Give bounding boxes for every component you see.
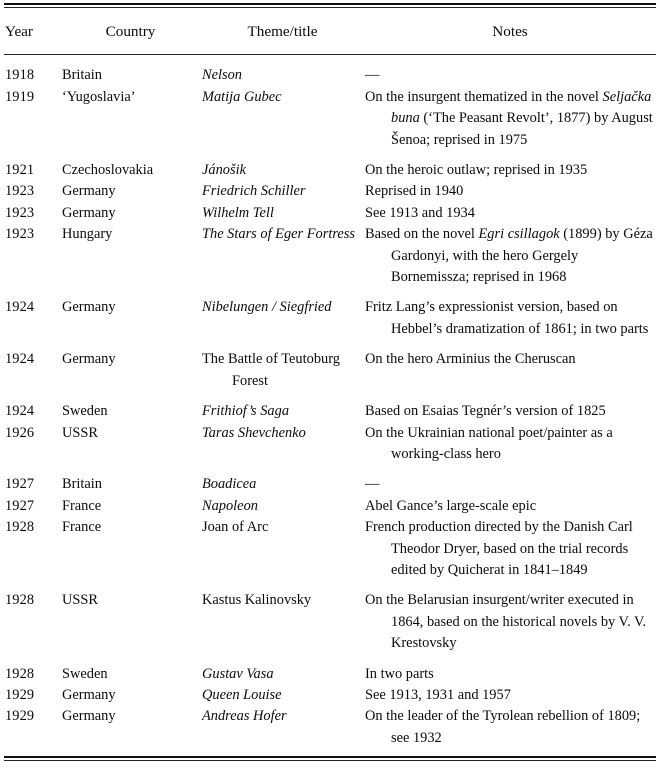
historical-films-table-body (4, 55, 656, 749)
table-row (4, 685, 656, 706)
row-group-spacer (4, 288, 656, 297)
notes-text: Reprised in 1940 (365, 183, 464, 200)
cell-theme (201, 203, 364, 224)
theme-text: Gustav Vasa (202, 665, 274, 682)
cell-theme (201, 423, 364, 466)
cell-theme (201, 65, 364, 86)
table-row (4, 224, 656, 288)
table-row (4, 401, 656, 422)
table-row (4, 160, 656, 181)
cell-year: 1928 (5, 665, 35, 682)
cell-year: 1923 (5, 204, 35, 221)
cell-country: Germany (62, 204, 116, 221)
cell-year: 1927 (5, 497, 35, 514)
table-row (4, 474, 656, 495)
column-header-year: Year (5, 23, 33, 40)
cell-notes (364, 65, 656, 86)
notes-text: Fritz Lang’s expressionist version, based on Hebbel’s dramatization of 1861; in two parts (365, 299, 649, 337)
row-group-spacer (4, 581, 656, 590)
cell-year: 1927 (5, 476, 35, 493)
table-row (4, 65, 656, 86)
table-row (4, 423, 656, 466)
theme-text: Wilhelm Tell (202, 204, 274, 221)
cell-notes (364, 87, 656, 151)
cell-notes (364, 349, 656, 392)
cell-year: 1923 (5, 226, 35, 243)
theme-text: Boadicea (202, 476, 257, 493)
cell-notes (364, 423, 656, 466)
notes-text: French production directed by the Danish Carl Theodor Dryer, based on the trial records edited by Quicherat in 1841–1849 (365, 519, 633, 578)
cell-theme (201, 685, 364, 706)
notes-text: — (365, 476, 380, 493)
cell-country: Germany (62, 708, 116, 725)
notes-text: On the Belarusian insurgent/writer executed in 1864, based on the historical novels by V. V. Krestovsky (365, 592, 647, 652)
cell-country: Britain (62, 476, 102, 493)
theme-text: The Battle of Teutoburg Forest (202, 351, 340, 389)
cell-year: 1926 (5, 424, 35, 441)
row-group-spacer (4, 465, 656, 474)
notes-text: On the Ukrainian national poet/painter as a working-class hero (365, 424, 613, 462)
cell-theme (201, 517, 364, 581)
cell-country: Sweden (62, 665, 108, 682)
cell-theme (201, 496, 364, 517)
table-row (4, 496, 656, 517)
cell-year: 1924 (5, 299, 35, 316)
cell-year: 1923 (5, 183, 35, 200)
theme-text: Frithiof’s Saga (202, 403, 290, 420)
cell-country: Germany (62, 686, 116, 703)
cell-year: 1924 (5, 403, 35, 420)
cell-theme (201, 349, 364, 392)
notes-text: Based on Esaias Tegnér’s version of 1825 (365, 403, 606, 420)
table-row (4, 706, 656, 749)
notes-text: — (365, 67, 380, 84)
row-group-spacer (4, 655, 656, 664)
cell-year: 1929 (5, 708, 35, 725)
cell-year: 1928 (5, 592, 35, 609)
table-row (4, 517, 656, 581)
theme-text: Friedrich Schiller (202, 183, 306, 200)
cell-notes (364, 517, 656, 581)
table-row (4, 664, 656, 685)
cell-country: Hungary (62, 226, 113, 243)
cell-theme (201, 590, 364, 654)
cell-theme (201, 474, 364, 495)
table-row (4, 590, 656, 654)
historical-films-table-container (0, 3, 660, 767)
table-row (4, 181, 656, 202)
cell-notes (364, 685, 656, 706)
cell-theme (201, 664, 364, 685)
cell-theme (201, 401, 364, 422)
cell-year: 1924 (5, 351, 35, 368)
notes-text: See 1913, 1931 and 1957 (365, 686, 511, 703)
cell-theme (201, 224, 364, 288)
table-bottom-double-rule (4, 756, 656, 761)
column-header-theme: Theme/title (247, 23, 318, 40)
cell-theme (201, 706, 364, 749)
head-spacer-bottom-row (4, 42, 656, 54)
cell-country: ‘Yugoslavia’ (62, 88, 136, 105)
cell-year: 1918 (5, 67, 35, 84)
table-head (4, 8, 656, 54)
body-spacer-top-row (4, 55, 656, 65)
table-row (4, 349, 656, 392)
cell-notes (364, 590, 656, 654)
cell-country: USSR (62, 424, 98, 441)
theme-text: Jánošik (202, 162, 246, 179)
cell-country: Sweden (62, 403, 108, 420)
cell-notes (364, 474, 656, 495)
table-row (4, 203, 656, 224)
notes-text: Based on the novel Egri csillagok (1899) by Géza Gardonyi, with the hero Gergely Bornemissza; reprised in 1968 (365, 226, 653, 286)
cell-country: Britain (62, 67, 102, 84)
table-header-row (4, 21, 656, 42)
notes-text: On the hero Arminius the Cheruscan (365, 351, 576, 368)
cell-country: Czechoslovakia (62, 162, 154, 179)
notes-text: In two parts (365, 665, 434, 682)
cell-year: 1919 (5, 88, 35, 105)
bottom-rule-thin (4, 760, 656, 761)
theme-text: Queen Louise (202, 686, 282, 703)
theme-text: Nelson (202, 67, 242, 84)
row-group-spacer (4, 392, 656, 401)
cell-notes (364, 401, 656, 422)
theme-text: Andreas Hofer (202, 708, 287, 725)
cell-theme (201, 160, 364, 181)
historical-films-table (4, 8, 656, 54)
cell-year: 1929 (5, 686, 35, 703)
cell-notes (364, 160, 656, 181)
cell-country: France (62, 497, 102, 514)
cell-notes (364, 297, 656, 340)
notes-text: Abel Gance’s large-scale epic (365, 497, 537, 514)
cell-notes (364, 181, 656, 202)
cell-notes (364, 203, 656, 224)
notes-text: On the insurgent thematized in the novel Seljačka buna (‘The Peasant Revolt’, 1877) by August Šenoa; reprised in 1975 (365, 88, 653, 148)
head-spacer-top-row (4, 8, 656, 21)
cell-country: USSR (62, 592, 98, 609)
cell-theme (201, 297, 364, 340)
column-header-country: Country (105, 23, 156, 40)
theme-text: Joan of Arc (202, 519, 269, 536)
cell-notes (364, 706, 656, 749)
cell-country: France (62, 519, 102, 536)
row-group-spacer (4, 151, 656, 160)
notes-italic-title: Seljačka buna (391, 88, 652, 127)
theme-text: Nibelungen / Siegfried (202, 299, 332, 316)
column-header-notes: Notes (492, 23, 528, 40)
theme-text: Napoleon (202, 497, 258, 514)
theme-text: Taras Shevchenko (202, 424, 306, 441)
cell-country: Germany (62, 351, 116, 368)
table-row (4, 87, 656, 151)
cell-notes (364, 224, 656, 288)
notes-text: On the leader of the Tyrolean rebellion of 1809; see 1932 (365, 708, 641, 746)
cell-country: Germany (62, 299, 116, 316)
cell-notes (364, 664, 656, 685)
cell-country: Germany (62, 183, 116, 200)
cell-notes (364, 496, 656, 517)
notes-text: See 1913 and 1934 (365, 204, 475, 221)
theme-text: The Stars of Eger Fortress (202, 226, 355, 243)
row-group-spacer (4, 340, 656, 349)
theme-text: Kastus Kalinovsky (202, 592, 312, 609)
table-row (4, 297, 656, 340)
notes-text: On the heroic outlaw; reprised in 1935 (365, 162, 588, 179)
cell-year: 1921 (5, 162, 35, 179)
cell-year: 1928 (5, 519, 35, 536)
theme-text: Matija Gubec (202, 88, 282, 105)
cell-theme (201, 181, 364, 202)
table-body (4, 55, 656, 749)
notes-italic-title: Egri csillagok (478, 226, 560, 243)
cell-theme (201, 87, 364, 151)
